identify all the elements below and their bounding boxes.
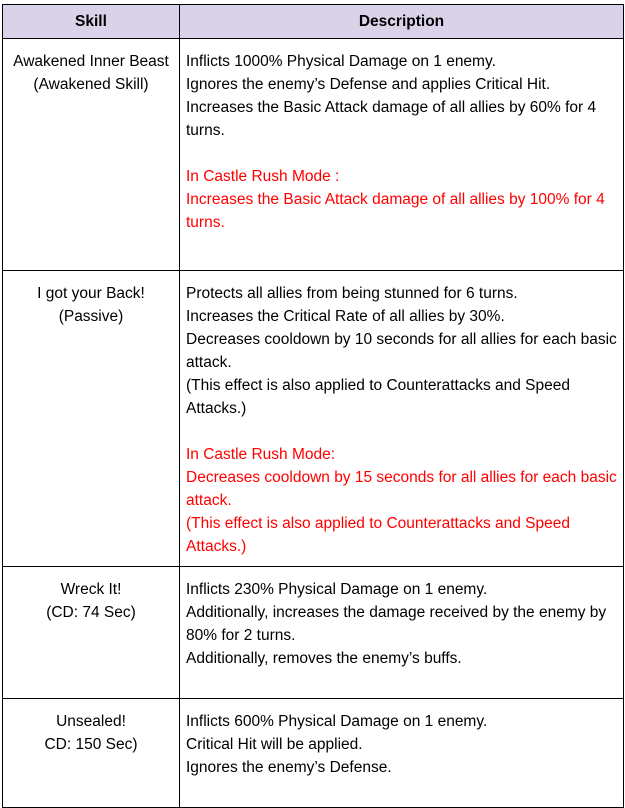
header-description: Description — [180, 5, 624, 39]
skill-cooldown: CD: 150 Sec) — [44, 736, 138, 753]
skill-name-cell — [3, 271, 180, 567]
table-row — [3, 271, 624, 567]
castle-rush-line: Decreases cooldown by 15 seconds for all allies for each basic attack. — [186, 469, 617, 509]
description-line: Inflicts 1000% Physical Damage on 1 enemy. — [186, 53, 496, 70]
description-line: Additionally, increases the damage received by the enemy by 80% for 2 turns. — [186, 604, 607, 644]
skill-cooldown: (CD: 74 Sec) — [46, 604, 136, 621]
skill-description-cell — [180, 271, 624, 567]
description-line: Protects all allies from being stunned for 6 turns. — [186, 285, 518, 302]
table-row — [3, 699, 624, 808]
skill-description-cell — [180, 699, 624, 808]
description-line: Ignores the enemy’s Defense and applies Critical Hit. — [186, 76, 551, 93]
spacer — [186, 420, 617, 443]
skill-type: (Passive) — [58, 308, 124, 325]
skill-name: Wreck It! — [60, 581, 122, 598]
skill-name: Awakened Inner Beast — [13, 53, 169, 70]
skill-name-cell — [3, 567, 180, 699]
description-line: Increases the Critical Rate of all allies by 30%. — [186, 308, 505, 325]
skill-table — [2, 4, 624, 808]
skill-name: Unsealed! — [56, 713, 126, 730]
table-row — [3, 567, 624, 699]
spacer — [186, 142, 617, 165]
table-header-row — [3, 5, 624, 39]
description-line: Decreases cooldown by 10 seconds for all allies for each basic attack. — [186, 331, 617, 371]
description-line: Ignores the enemy’s Defense. — [186, 759, 392, 776]
header-skill: Skill — [3, 5, 180, 39]
description-line: Increases the Basic Attack damage of all allies by 60% for 4 turns. — [186, 99, 597, 139]
castle-rush-line: Increases the Basic Attack damage of all allies by 100% for 4 turns. — [186, 191, 605, 231]
description-line: Additionally, removes the enemy’s buffs. — [186, 650, 462, 667]
skill-name-cell — [3, 699, 180, 808]
description-line: (This effect is also applied to Counterattacks and Speed Attacks.) — [186, 377, 570, 417]
skill-description-cell — [180, 39, 624, 271]
skill-name: I got your Back! — [37, 285, 145, 302]
description-line: Inflicts 230% Physical Damage on 1 enemy. — [186, 581, 488, 598]
table-row — [3, 39, 624, 271]
castle-rush-heading: In Castle Rush Mode: — [186, 446, 336, 463]
skill-name-cell — [3, 39, 180, 271]
description-line: Critical Hit will be applied. — [186, 736, 363, 753]
castle-rush-heading: In Castle Rush Mode : — [186, 168, 340, 185]
castle-rush-line: (This effect is also applied to Counterattacks and Speed Attacks.) — [186, 515, 570, 555]
skill-description-cell — [180, 567, 624, 699]
skill-type: (Awakened Skill) — [33, 76, 149, 93]
description-line: Inflicts 600% Physical Damage on 1 enemy. — [186, 713, 488, 730]
